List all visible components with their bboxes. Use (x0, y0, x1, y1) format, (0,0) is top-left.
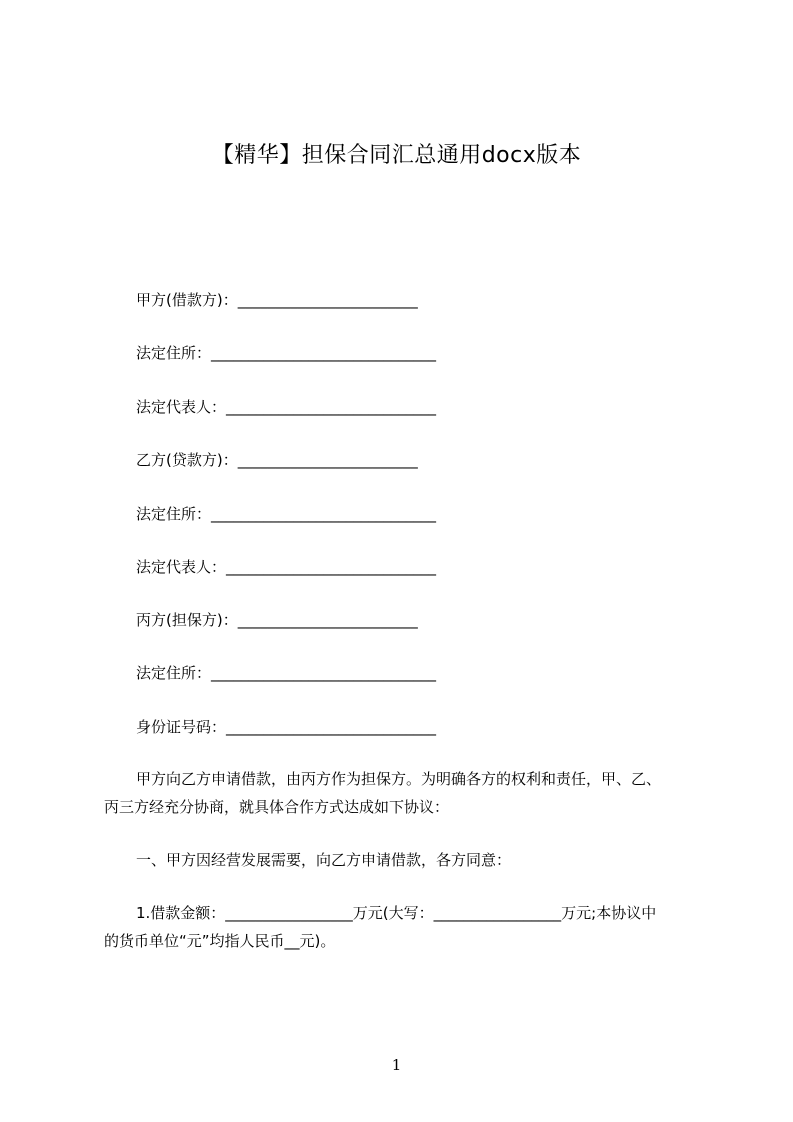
party-c-name-field: 丙方(担保方)：________________________ (136, 611, 418, 629)
party-a-address-field: 法定住所：______________________________ (136, 344, 437, 362)
section-1-heading: 一、甲方因经营发展需要，向乙方申请借款，各方同意： (136, 851, 512, 869)
clause-1-line-2: 的货币单位“元”均指人民币__元)。 (104, 932, 336, 950)
party-c-address-field: 法定住所：______________________________ (136, 664, 437, 682)
party-a-representative-field: 法定代表人：____________________________ (136, 398, 437, 416)
party-a-name-field: 甲方(借款方)：________________________ (136, 291, 418, 309)
intro-paragraph-line-2: 丙三方经充分协商，就具体合作方式达成如下协议： (104, 798, 450, 816)
page-number: 1 (391, 1056, 402, 1074)
party-c-id-number-field: 身份证号码：____________________________ (136, 718, 437, 736)
party-b-name-field: 乙方(贷款方)：________________________ (136, 451, 418, 469)
intro-paragraph-line-1: 甲方向乙方申请借款，由丙方作为担保方。为明确各方的权利和责任，甲、乙、 (136, 770, 662, 788)
party-b-address-field: 法定住所：______________________________ (136, 505, 437, 523)
party-b-representative-field: 法定代表人：____________________________ (136, 558, 437, 576)
document-title: 【精华】担保合同汇总通用docx版本 (211, 143, 582, 168)
clause-1-line-1: 1.借款金额：_________________万元(大写：_________________万元;本协议中 (136, 904, 657, 922)
